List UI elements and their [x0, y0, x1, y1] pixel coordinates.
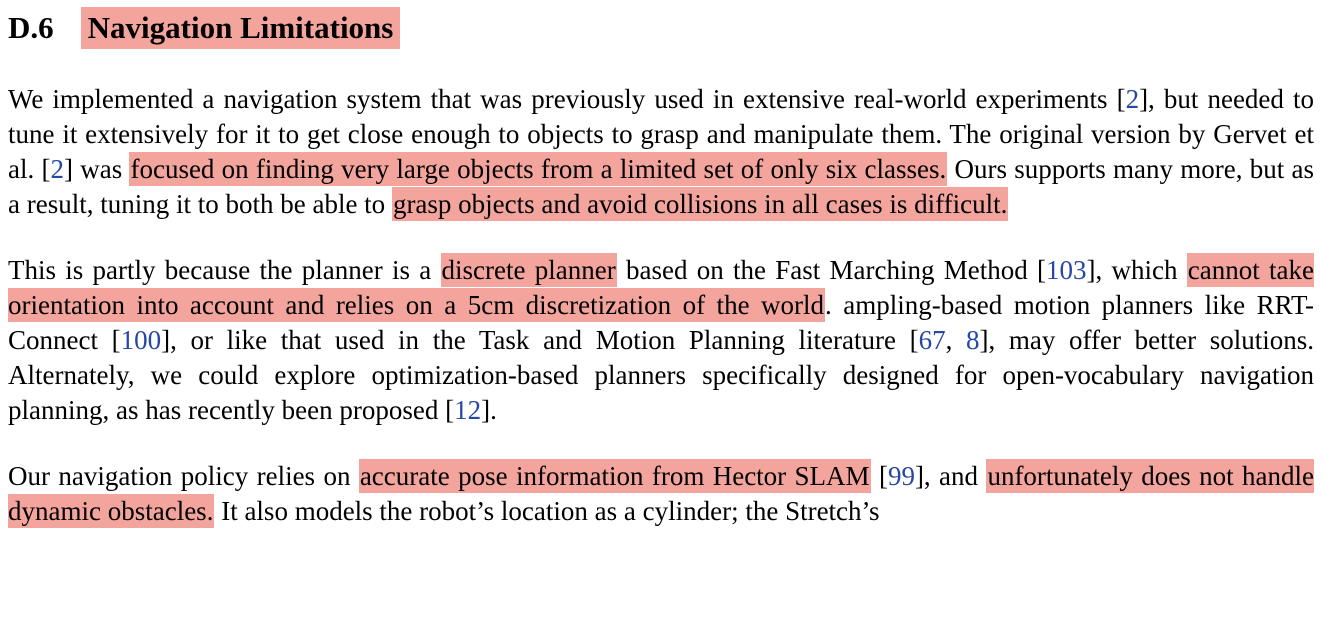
- citation-link[interactable]: 100: [120, 325, 162, 355]
- body-text: Our navigation policy relies on: [8, 461, 359, 491]
- body-text: We implemented a navigation system that was previously used in extensive real-world experiments [: [8, 84, 1126, 114]
- citation-link[interactable]: 12: [454, 395, 482, 425]
- highlighted-text: accurate pose information from Hector SLAM: [359, 461, 870, 491]
- highlighted-text: grasp objects and avoid collisions in all cases is difficult.: [392, 189, 1008, 219]
- highlighted-text: discrete planner: [441, 255, 616, 285]
- body-text: This is partly because the planner is a: [8, 255, 441, 285]
- body-text: [: [870, 461, 888, 491]
- paragraph-planner-discretization: [8, 253, 1314, 428]
- paragraph-pose-slam: [8, 459, 1314, 529]
- body-text: ], but needed to tune it extensively for it to get close enough to objects to grasp and manipulate them. The original version by Gervet et al. [: [8, 84, 1314, 184]
- citation-link[interactable]: 8: [965, 325, 980, 355]
- citation-link[interactable]: 67: [918, 325, 946, 355]
- citation-link[interactable]: 2: [50, 154, 64, 184]
- citation-link[interactable]: 99: [887, 461, 915, 491]
- body-text: ], and: [914, 461, 987, 491]
- highlighted-text: cannot take orientation into account and relies on a 5cm discretization of the world: [8, 255, 1314, 320]
- section-title-highlight: Navigation Limitations: [81, 7, 401, 49]
- body-text: ], or like that used in the Task and Motion Planning literature [: [161, 325, 919, 355]
- body-text: It also models the robot’s location as a cylinder; the Stretch’s: [214, 496, 880, 526]
- section-heading: [8, 8, 1314, 48]
- highlighted-text: unfortunately does not handle dynamic obstacles.: [8, 461, 1314, 526]
- body-text: . ampling-based motion planners like RRT-Connect [: [8, 290, 1314, 355]
- body-text: ], may offer better solutions. Alternately, we could explore optimization-based planners specifically designed for open-vocabulary navigation planning, as has recently been proposed [: [8, 325, 1314, 425]
- body-text: ], which: [1086, 255, 1187, 285]
- highlighted-text: focused on finding very large objects from a limited set of only six classes.: [130, 154, 947, 184]
- body-text: ].: [481, 395, 497, 425]
- body-text: based on the Fast Marching Method [: [616, 255, 1047, 285]
- body-text: ] was: [63, 154, 130, 184]
- body-text: Ours supports many more, but as a result, tuning it to both be able to: [8, 154, 1314, 219]
- citation-link[interactable]: 2: [1125, 84, 1140, 114]
- section-number: D.6: [8, 10, 54, 45]
- paragraph-navigation-tuning: [8, 82, 1314, 222]
- body-text: ,: [945, 325, 966, 355]
- citation-link[interactable]: 103: [1046, 255, 1087, 285]
